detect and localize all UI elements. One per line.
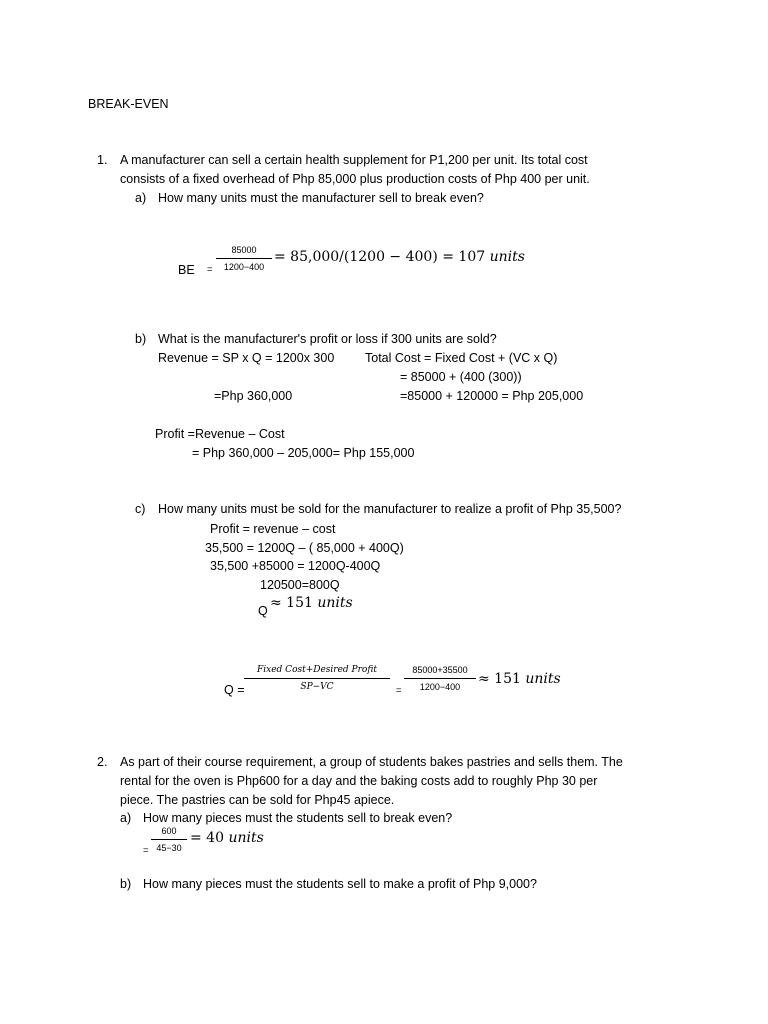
profit-formula: Profit =Revenue – Cost	[155, 427, 285, 441]
revenue-result: =Php 360,000	[214, 389, 293, 403]
total-cost-step-1: = 85000 + (400 (300))	[400, 370, 522, 384]
problem-2-text-line-2: rental for the oven is Php600 for a day and the baking costs add to roughly Php 30 per	[120, 774, 598, 788]
pastry-be-fraction-bar	[151, 839, 187, 840]
problem-2a-label: a)	[120, 811, 132, 825]
problem-1b-label: b)	[135, 332, 147, 346]
q-label: Q	[258, 604, 268, 618]
formula-approx-result	[478, 672, 561, 686]
formula-fraction-bar	[244, 678, 390, 679]
problem-1c-label: c)	[135, 502, 146, 516]
profit-step-3: 35,500 +85000 = 1200Q-400Q	[210, 559, 381, 573]
value-numerator: 85000+35500	[412, 665, 468, 675]
be-equation	[274, 250, 525, 264]
be-fraction-numerator: 85000	[231, 245, 257, 255]
pastry-be-result	[190, 831, 264, 845]
problem-1a-question: How many units must the manufacturer sell to break even?	[158, 191, 484, 205]
be-fraction-denominator: 1200−400	[223, 262, 265, 272]
value-denominator: 1200−400	[419, 682, 461, 692]
value-fraction-bar	[404, 678, 476, 679]
formula-approx-value: ≈ 151	[478, 671, 521, 687]
pastry-be-denominator: 45−30	[156, 843, 182, 853]
formula-approx-units: units	[525, 671, 561, 687]
be-label: BE	[178, 263, 195, 277]
problem-2b-label: b)	[120, 877, 132, 891]
revenue-formula: Revenue = SP x Q = 1200x 300	[158, 351, 335, 365]
be-fraction	[216, 245, 272, 272]
problem-1-text-line-2: consists of a fixed overhead of Php 85,000 plus production costs of Php 400 per unit.	[120, 172, 590, 186]
formula-equals: =	[396, 685, 402, 696]
problem-2-text-line-1: As part of their course requirement, a group of students bakes pastries and sells them. The	[120, 755, 623, 769]
total-cost-step-2: =85000 + 120000 = Php 205,000	[400, 389, 584, 403]
problem-1b-question: What is the manufacturer's profit or loss if 300 units are sold?	[158, 332, 497, 346]
problem-2-text-line-3: piece. The pastries can be sold for Php45 apiece.	[120, 793, 395, 807]
be-units: units	[489, 249, 525, 265]
problem-1a-label: a)	[135, 191, 147, 205]
pastry-be-expression: = 40	[190, 830, 224, 846]
problem-1-number: 1.	[97, 153, 108, 167]
total-cost-formula: Total Cost = Fixed Cost + (VC x Q)	[365, 351, 558, 365]
profit-step-4: 120500=800Q	[260, 578, 340, 592]
be-fraction-bar	[216, 258, 272, 259]
problem-2a-question: How many pieces must the students sell to break even?	[143, 811, 453, 825]
be-equals: =	[207, 264, 213, 275]
q-approx-result	[270, 596, 353, 610]
pastry-be-equals: =	[143, 845, 149, 856]
formula-denominator: SP−VC	[300, 682, 334, 692]
profit-step-2: 35,500 = 1200Q – ( 85,000 + 400Q)	[205, 541, 404, 555]
profit-result: = Php 360,000 – 205,000= Php 155,000	[192, 446, 415, 460]
be-expression: = 85,000/(1200 − 400) = 107	[274, 249, 486, 265]
formula-numerator: Fixed Cost+Desired Profit	[257, 665, 377, 675]
profit-step-1: Profit = revenue – cost	[210, 522, 336, 536]
value-fraction	[404, 665, 476, 692]
problem-2-number: 2.	[97, 755, 108, 769]
pastry-be-units: units	[228, 830, 264, 846]
pastry-be-fraction	[151, 826, 187, 853]
problem-1-text-line-1: A manufacturer can sell a certain health supplement for P1,200 per unit. Its total cost	[120, 153, 588, 167]
problem-1c-question: How many units must be sold for the manufacturer to realize a profit of Php 35,500?	[158, 502, 622, 516]
pastry-be-numerator: 600	[161, 826, 177, 836]
q-approx-value: ≈ 151	[270, 595, 313, 611]
page-title: BREAK-EVEN	[88, 97, 169, 111]
formula-fraction	[244, 665, 390, 692]
formula-q-label: Q =	[224, 683, 245, 697]
problem-2b-question: How many pieces must the students sell to make a profit of Php 9,000?	[143, 877, 537, 891]
q-approx-units: units	[317, 595, 353, 611]
